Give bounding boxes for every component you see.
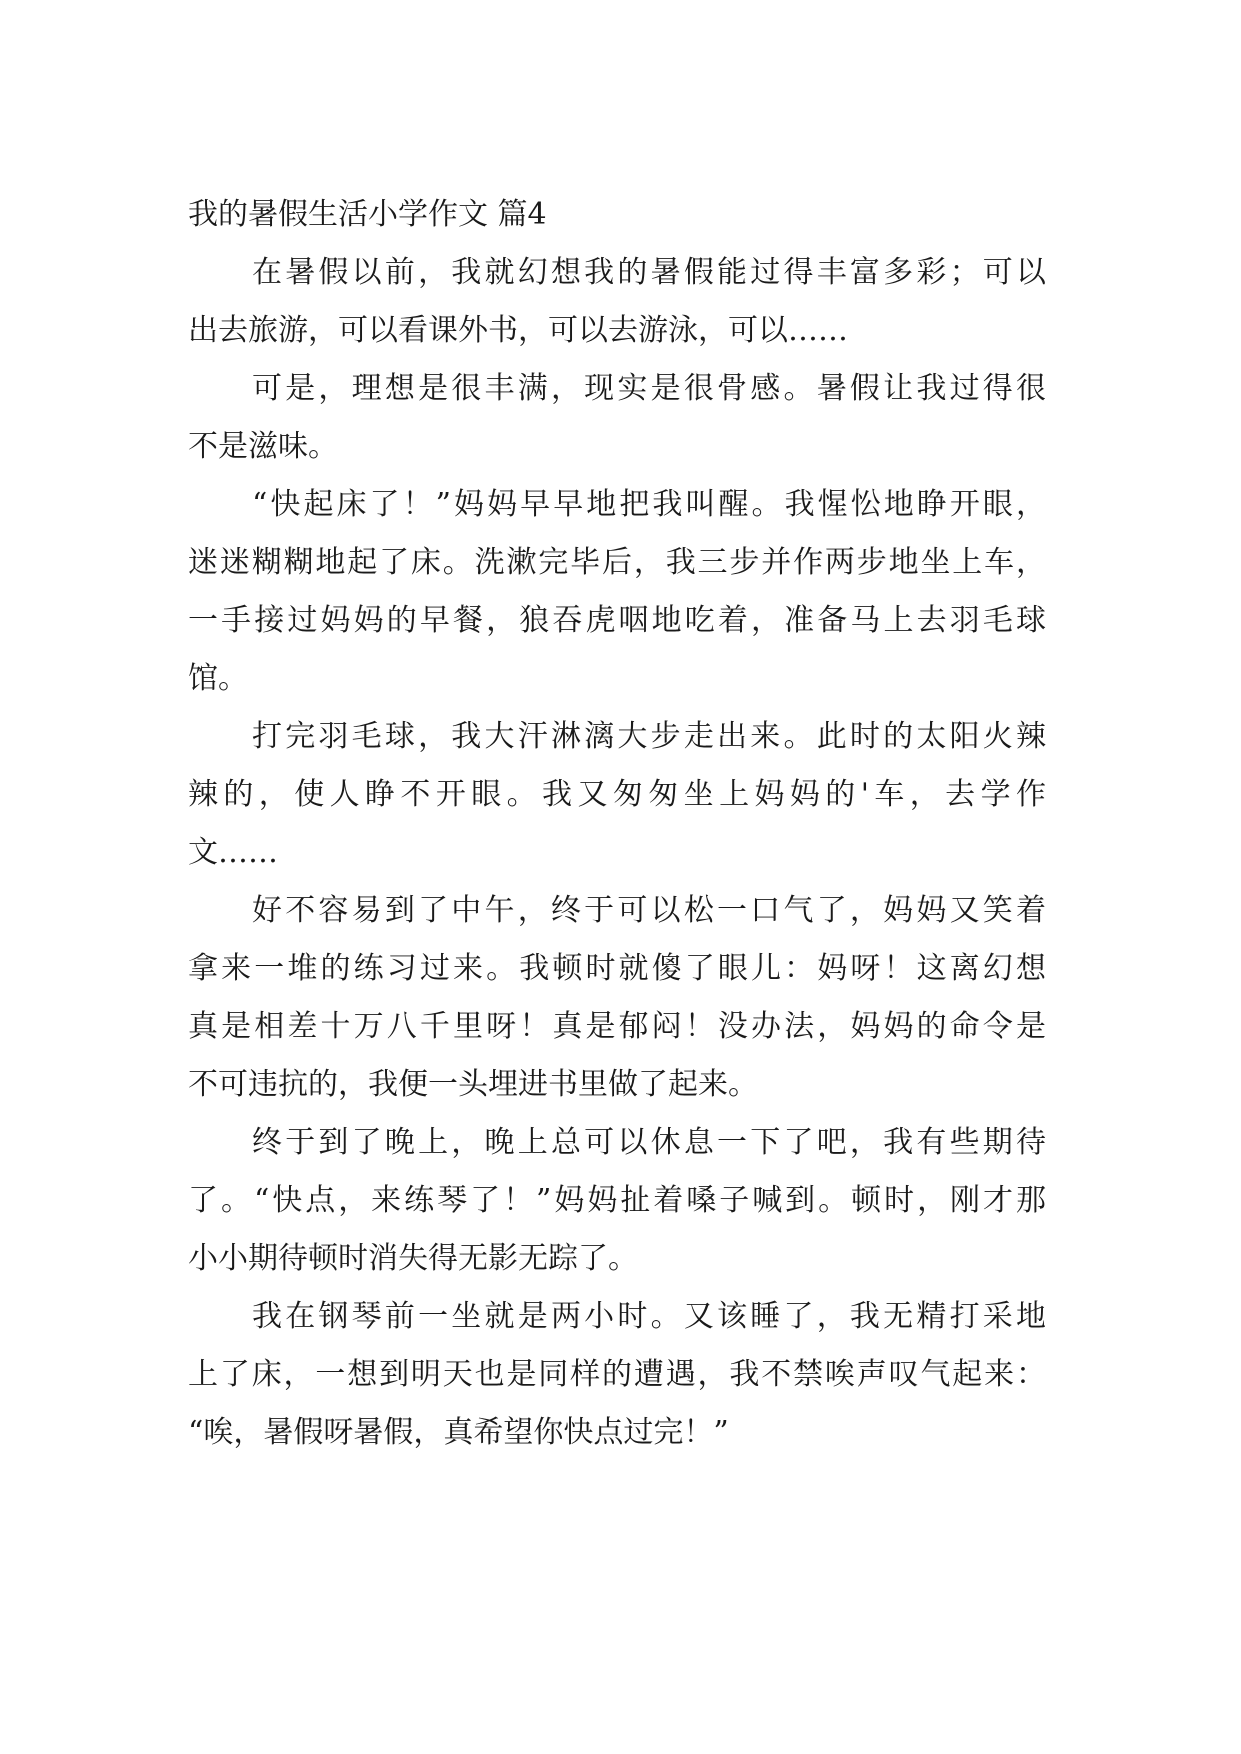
paragraph-7: [188, 1288, 1046, 1462]
paragraph-line: 不是滋味。: [188, 429, 338, 464]
paragraph-line: “唉，暑假呀暑假，真希望你快点过完！”: [188, 1415, 729, 1450]
paragraph-line: 可是，理想是很丰满，现实是很骨感。暑假让我过得很: [252, 371, 1046, 406]
paragraph-line: 馆。: [188, 661, 248, 696]
paragraph-line: 好不容易到了中午，终于可以松一口气了，妈妈又笑着: [252, 893, 1046, 928]
paragraph-line: 不可违抗的，我便一头埋进书里做了起来。: [188, 1067, 758, 1102]
paragraph-line: 小小期待顿时消失得无影无踪了。: [188, 1241, 638, 1276]
paragraph-1: [188, 244, 1046, 360]
paragraph-line: 了。“快点，来练琴了！”妈妈扯着嗓子喊到。顿时，刚才那: [188, 1183, 1046, 1218]
paragraph-line: 上了床，一想到明天也是同样的遭遇，我不禁唉声叹气起来：: [188, 1357, 1046, 1392]
paragraph-3: [188, 476, 1046, 708]
paragraph-line: 文……: [188, 835, 278, 870]
paragraph-5: [188, 882, 1046, 1114]
paragraph-line: 辣的，使人睁不开眼。我又匆匆坐上妈妈的'车，去学作: [188, 777, 1046, 812]
paragraph-line: 一手接过妈妈的早餐，狼吞虎咽地吃着，准备马上去羽毛球: [188, 603, 1046, 638]
document-title: 我的暑假生活小学作文 篇4: [188, 197, 547, 232]
paragraph-line: 拿来一堆的练习过来。我顿时就傻了眼儿：妈呀！这离幻想: [188, 951, 1046, 986]
paragraph-4: [188, 708, 1046, 882]
paragraph-line: 打完羽毛球，我大汗淋漓大步走出来。此时的太阳火辣: [252, 719, 1046, 754]
paragraph-line: 出去旅游，可以看课外书，可以去游泳，可以……: [188, 313, 848, 348]
paragraph-line: 在暑假以前，我就幻想我的暑假能过得丰富多彩；可以: [252, 255, 1046, 290]
paragraph-line: 迷迷糊糊地起了床。洗漱完毕后，我三步并作两步地坐上车，: [188, 545, 1046, 580]
paragraph-2: [188, 360, 1046, 476]
document-body: [188, 186, 1046, 1462]
paragraph-line: 真是相差十万八千里呀！真是郁闷！没办法，妈妈的命令是: [188, 1009, 1046, 1044]
paragraph-line: 我在钢琴前一坐就是两小时。又该睡了，我无精打采地: [252, 1299, 1046, 1334]
paragraph-line: “快起床了！”妈妈早早地把我叫醒。我惺忪地睁开眼，: [252, 487, 1046, 522]
paragraph-line: 终于到了晚上，晚上总可以休息一下了吧，我有些期待: [252, 1125, 1046, 1160]
paragraph-6: [188, 1114, 1046, 1288]
